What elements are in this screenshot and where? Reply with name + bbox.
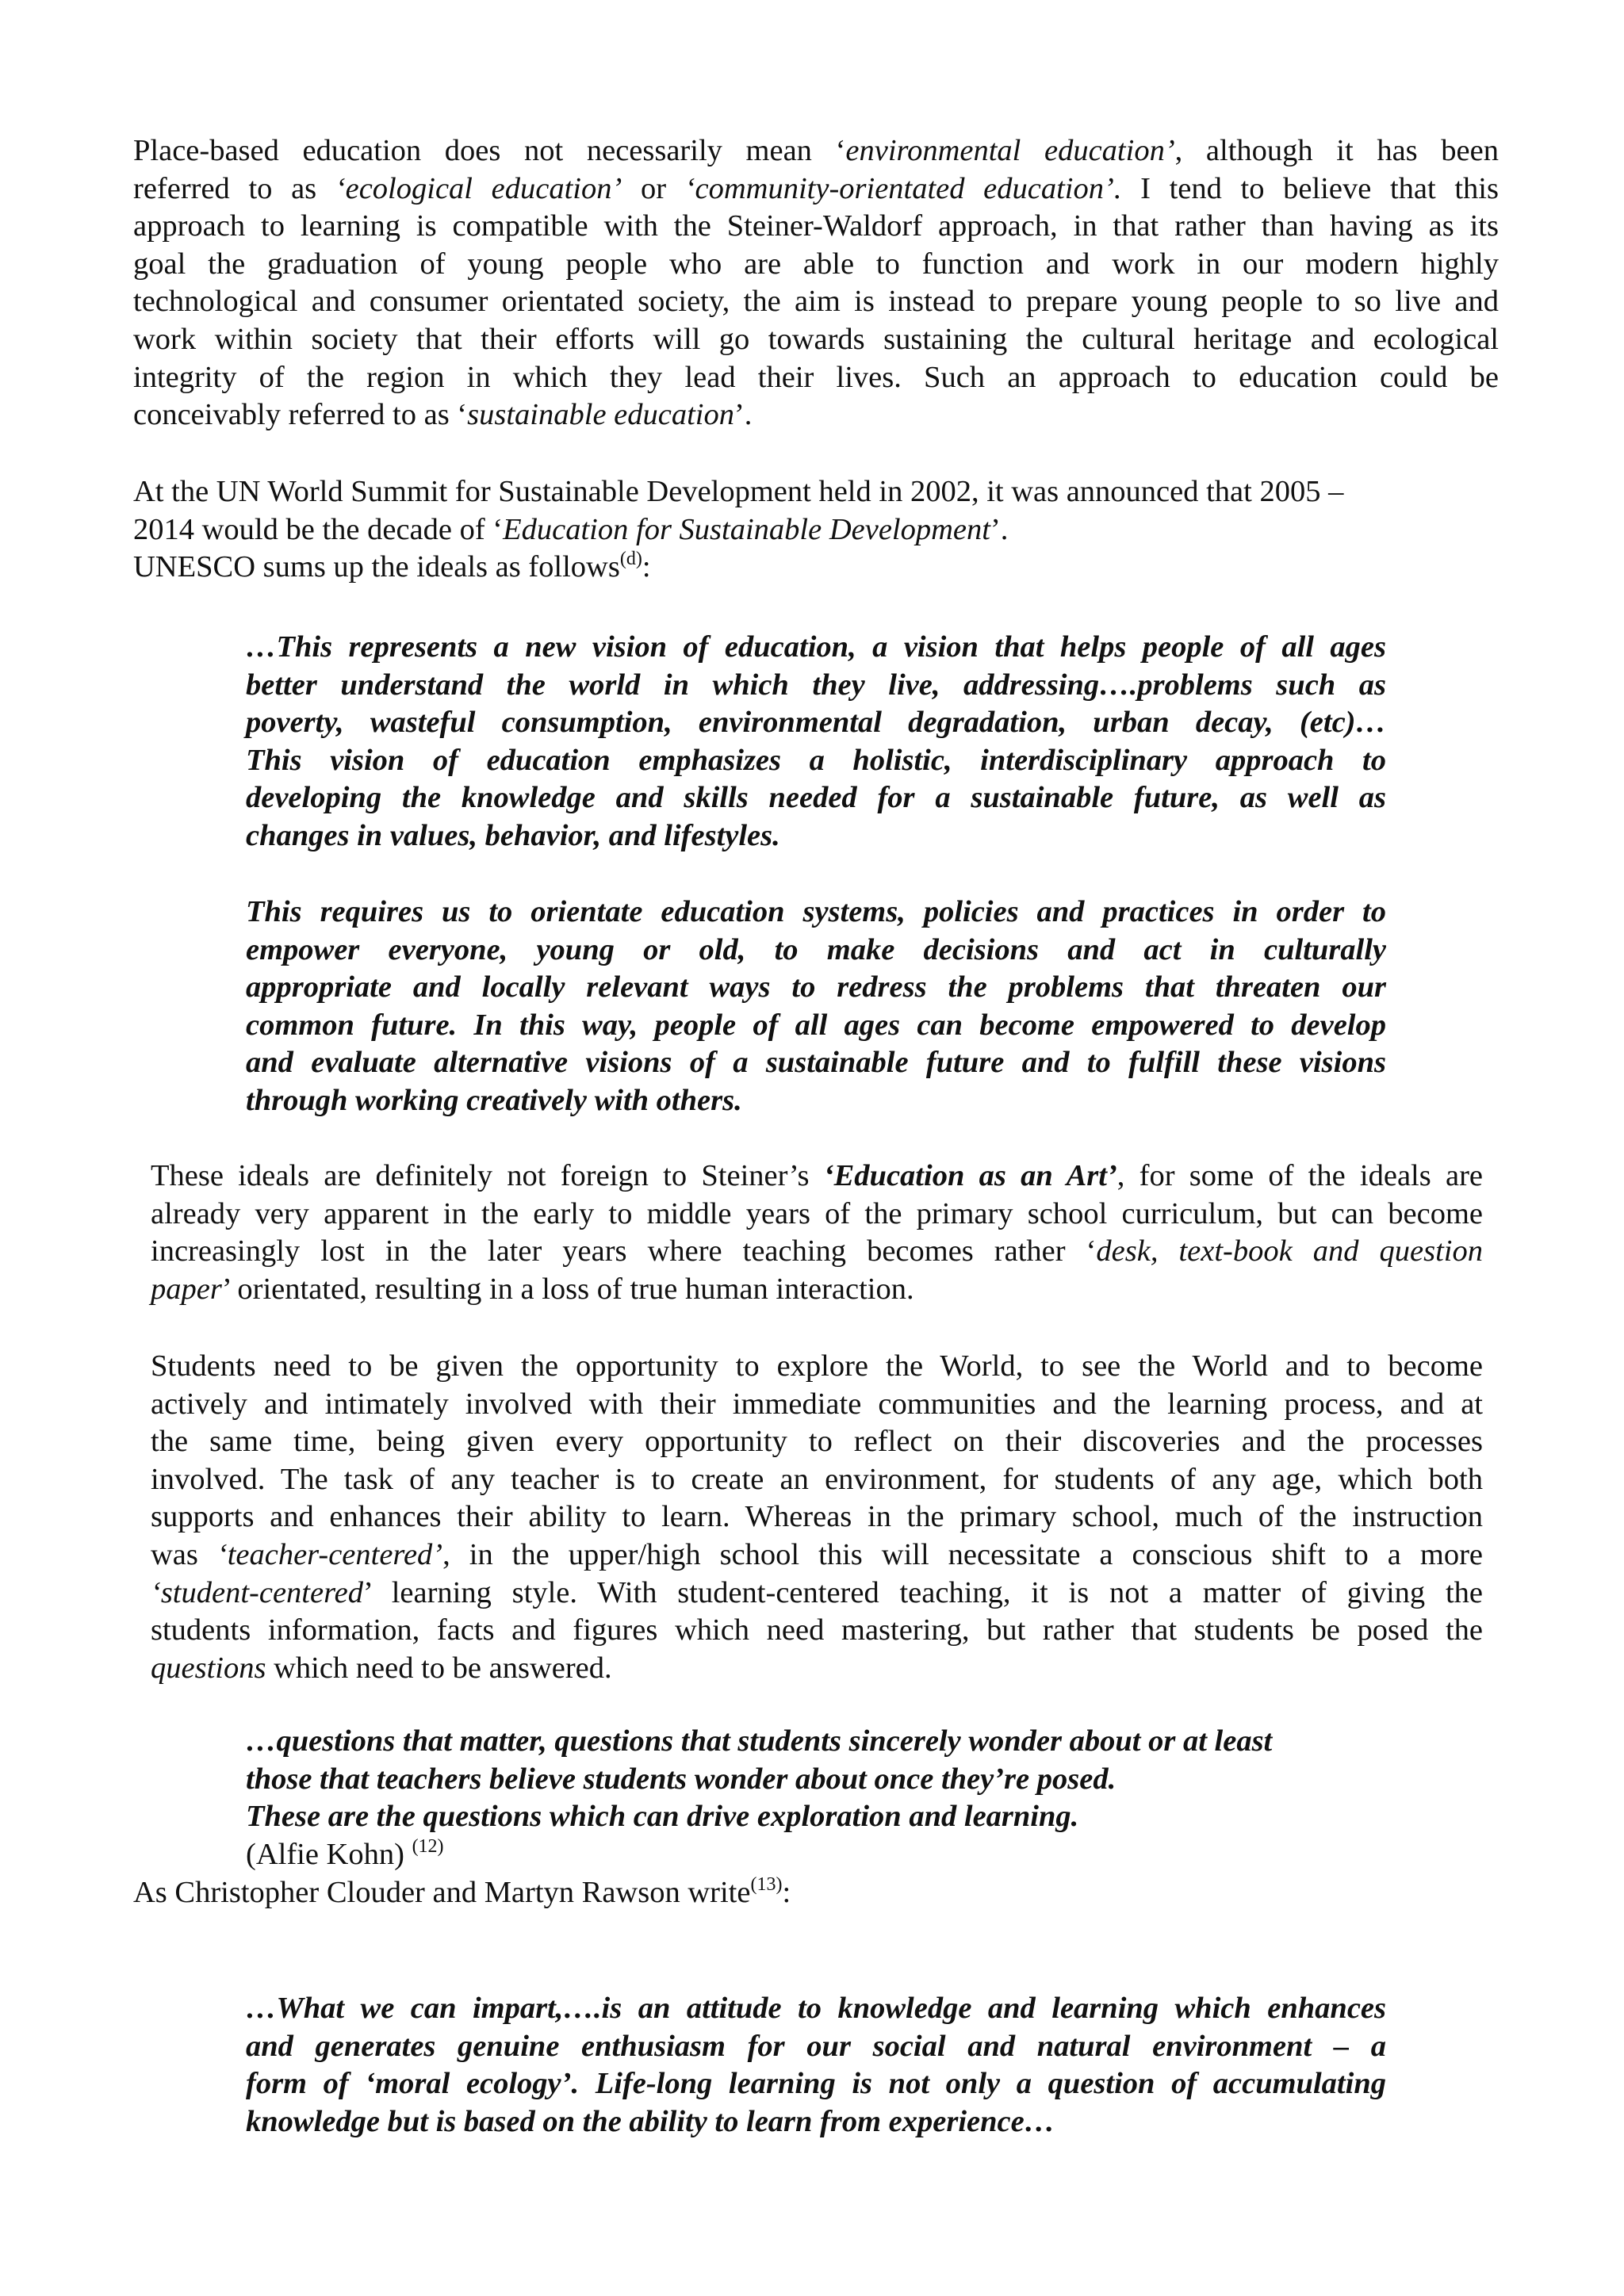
text-run-italic: paper <box>151 1272 222 1306</box>
text-run: I tend to believe that this <box>1121 171 1499 205</box>
text-line <box>151 1158 1483 1196</box>
quote-line: These are the questions which can drive exploration and learning. <box>246 1800 1079 1834</box>
paragraph-clouder-rawson-intro <box>133 1874 1499 1912</box>
text-run: 2014 would be the decade of ‘ <box>133 512 504 546</box>
block-quote-unesco-vision <box>246 629 1386 855</box>
text-run: ’. <box>990 512 1009 546</box>
text-line: goal the graduation of young people who are able to function and work in our modern highly <box>133 247 1499 281</box>
footnote-reference: (12) <box>412 1835 444 1857</box>
text-run: ’ learning style. With student-centered teaching, it is not a matter of giving the <box>362 1575 1483 1609</box>
quote-line: developing the knowledge and skills needed for a sustainable future, as well as <box>246 781 1386 815</box>
text-run: ’. <box>733 398 753 432</box>
quote-line: …questions that matter, questions that students sincerely wonder about or at least <box>246 1724 1273 1758</box>
text-line <box>151 1271 1483 1309</box>
text-line <box>151 1536 1483 1575</box>
text-run-italic: ‘student-centered <box>151 1575 363 1609</box>
text-line <box>133 132 1499 170</box>
text-run-italic: ‘ecological education’ <box>335 171 622 205</box>
text-run: which need to be answered. <box>266 1651 612 1685</box>
text-line: supports and enhances their ability to learn. Whereas in the primary school, much of the instruction <box>151 1500 1483 1534</box>
quote-line: changes in values, behavior, and lifestyles. <box>246 818 780 852</box>
text-run: As Christopher Clouder and Martyn Rawson write <box>133 1876 751 1909</box>
quote-line: through working creatively with others. <box>246 1083 742 1117</box>
text-run: or <box>622 171 685 205</box>
text-line: At the UN World Summit for Sustainable Development held in 2002, it was announced that 2005 – <box>133 475 1344 508</box>
text-run-italic: environmental education’ <box>845 134 1175 167</box>
text-line: actively and intimately involved with their immediate communities and the learning process, and at <box>151 1387 1483 1421</box>
quote-line: better understand the world in which they live, addressing….problems such as <box>246 668 1386 702</box>
text-line <box>151 1650 1483 1688</box>
text-line <box>133 170 1499 209</box>
quote-line: form of ‘moral ecology’. Life-long learning is not only a question of accumulating <box>246 2067 1386 2101</box>
text-run: : <box>782 1876 791 1909</box>
quote-line: and generates genuine enthusiasm for our social and natural environment – a <box>246 2029 1386 2063</box>
text-line: technological and consumer orientated society, the aim is instead to prepare young people to so live and <box>133 285 1499 319</box>
text-line: approach to learning is compatible with the Steiner-Waldorf approach, in that rather than having as its <box>133 209 1499 243</box>
text-run-bold-italic: ‘Education as an Art’ <box>823 1159 1117 1192</box>
text-line: already very apparent in the early to middle years of the primary school curriculum, but can become <box>151 1196 1483 1230</box>
footnote-reference: (d) <box>619 549 642 570</box>
text-run: ’ orientated, resulting in a loss of true human interaction. <box>221 1272 914 1306</box>
quote-line: appropriate and locally relevant ways to redress the problems that threaten our <box>246 970 1386 1004</box>
block-quote-clouder-rawson <box>246 1990 1386 2141</box>
text-line: Students need to be given the opportunity to explore the World, to see the World and to become <box>151 1349 1483 1383</box>
text-line <box>133 511 1499 549</box>
text-line <box>133 396 1499 434</box>
quote-line: and evaluate alternative visions of a sustainable future and to fulfill these visions <box>246 1046 1386 1080</box>
text-line <box>151 1575 1483 1613</box>
text-run-italic: questions <box>151 1651 266 1685</box>
quote-line: knowledge but is based on the ability to learn from experience… <box>246 2104 1055 2138</box>
block-quote-alfie-kohn <box>246 1723 1386 1873</box>
text-run: These ideals are definitely not foreign to Steiner’s <box>151 1159 824 1192</box>
quote-line: common future. In this way, people of all ages can become empowered to develop <box>246 1008 1386 1042</box>
text-line: integrity of the region in which they lead their lives. Such an approach to education could be <box>133 360 1499 394</box>
quote-line: those that teachers believe students wonder about once they’re posed. <box>246 1762 1116 1796</box>
text-run-italic: ‘community-orientated education’. <box>684 171 1122 205</box>
paragraph-place-based-education <box>133 132 1499 434</box>
block-quote-unesco-requirements <box>246 894 1386 1120</box>
text-line <box>151 1233 1483 1271</box>
text-run-italic: desk, text-book and question <box>1096 1234 1483 1269</box>
text-line: the same time, being given every opportunity to reflect on their discoveries and the processes <box>151 1425 1483 1459</box>
text-run: increasingly lost in the later years where teaching becomes rather ‘ <box>151 1234 1097 1269</box>
footnote-reference: (13) <box>750 1874 783 1895</box>
paragraph-un-world-summit <box>133 473 1499 587</box>
quote-line: …This represents a new vision of education, a vision that helps people of all ages <box>246 630 1386 664</box>
text-run: (Alfie Kohn) <box>246 1837 412 1871</box>
text-run-italic: ‘teacher-centered’ <box>216 1537 443 1571</box>
paragraph-student-centered-learning <box>151 1348 1483 1687</box>
text-run: , although it has been <box>1174 134 1499 167</box>
quote-line: This vision of education emphasizes a holistic, interdisciplinary approach to <box>246 743 1386 777</box>
text-run: , for some of the ideals are <box>1116 1159 1483 1192</box>
quote-line: poverty, wasteful consumption, environmental degradation, urban decay, (etc)… <box>246 706 1386 740</box>
quote-line: This requires us to orientate education systems, policies and practices in order to <box>246 895 1386 928</box>
paragraph-education-as-an-art <box>151 1158 1483 1308</box>
text-line: work within society that their efforts will go towards sustaining the cultural heritage and ecological <box>133 322 1499 356</box>
text-run: UNESCO sums up the ideals as follows <box>133 550 620 584</box>
text-run: conceivably referred to as ‘ <box>133 398 468 432</box>
text-run-italic: sustainable education <box>467 398 734 432</box>
text-run: Place-based education does not necessarily mean ‘ <box>133 134 846 167</box>
quote-line: empower everyone, young or old, to make decisions and act in culturally <box>246 932 1386 966</box>
text-line: involved. The task of any teacher is to create an environment, for students of any age, which both <box>151 1462 1483 1496</box>
text-run: was <box>151 1537 217 1571</box>
quote-attribution <box>246 1836 1386 1874</box>
text-line <box>133 549 1499 587</box>
quote-line: …What we can impart,….is an attitude to knowledge and learning which enhances <box>246 1992 1386 2025</box>
text-run: , in the upper/high school this will necessitate a conscious shift to a more <box>442 1537 1484 1571</box>
text-line: students information, facts and figures which need mastering, but rather that students be posed the <box>151 1613 1483 1647</box>
text-run-italic: Education for Sustainable Development <box>503 512 990 546</box>
text-line <box>133 1874 1499 1912</box>
text-run: referred to as <box>133 171 335 205</box>
text-run: : <box>642 550 651 584</box>
